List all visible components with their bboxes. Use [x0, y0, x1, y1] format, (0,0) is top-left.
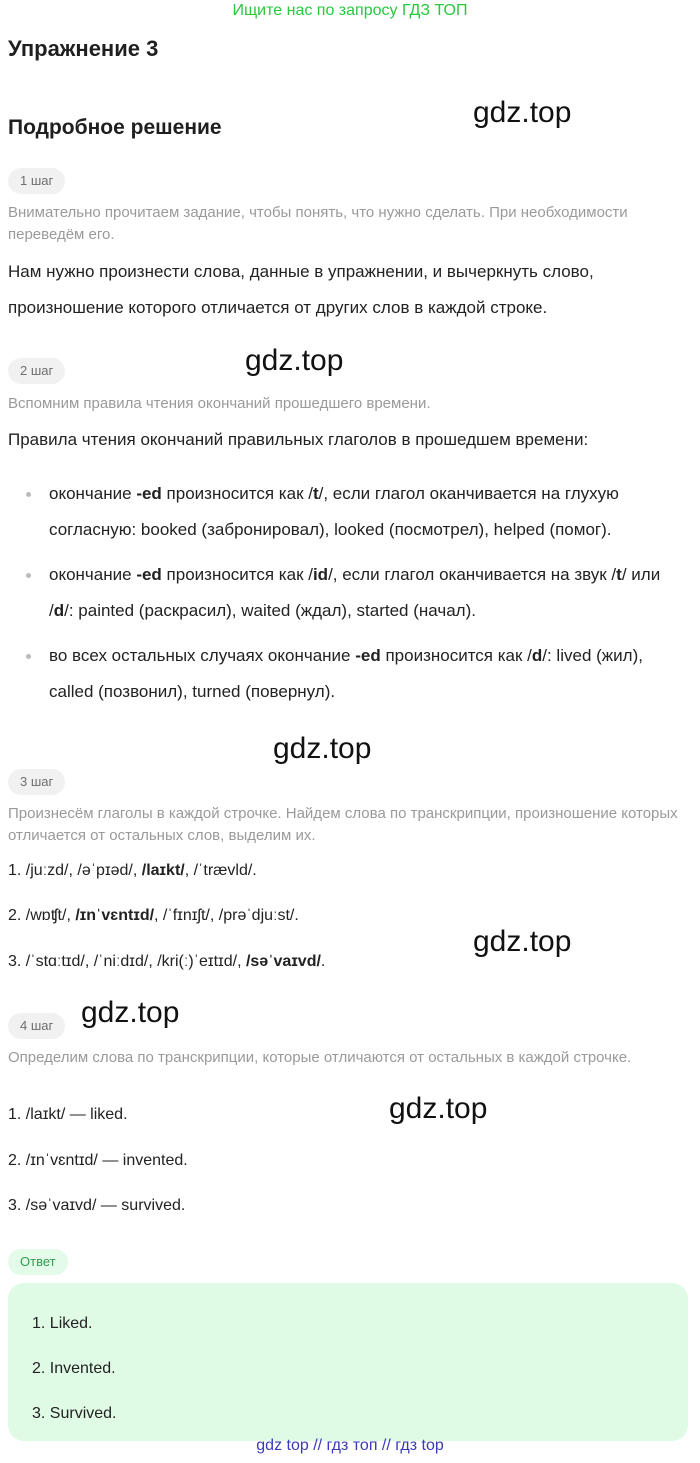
bullet-dot — [26, 573, 31, 578]
result-line-1: 1. /laɪkt/ — liked. — [8, 1106, 128, 1123]
step-1-text: Нам нужно произнести слова, данные в упражнении, и вычеркнуть слово, произношение которого отличается от других слов в каждой строке. — [8, 262, 594, 317]
rule-bullet-id: окончание -ed произносится как /id/, если глагол оканчивается на звук /t/ или /d/: painted (раскрасил), waited (ждал), started (начал). — [49, 565, 661, 620]
step-2-text: Правила чтения окончаний правильных глаголов в прошедшем времени: — [8, 430, 589, 449]
section-title: Подробное решение — [8, 116, 222, 139]
bullet-dot — [26, 492, 31, 497]
top-banner: Ищите нас по запросу ГДЗ ТОП — [232, 2, 468, 19]
step-4-hint: Определим слова по транскрипции, которые отличаются от остальных в каждой строчке. — [8, 1049, 632, 1066]
watermark: gdz.top — [389, 1092, 488, 1125]
step-3-badge: 3 шаг — [8, 769, 65, 795]
result-line-2: 2. /ɪnˈvɛntɪd/ — invented. — [8, 1152, 188, 1169]
answer-item-1: 1. Liked. — [32, 1315, 93, 1332]
result-line-3: 3. /səˈvaɪvd/ — survived. — [8, 1197, 186, 1214]
transcription-line-3: 3. /ˈstɑːtɪd/, /ˈniːdɪd/, /kri(ː)ˈeɪtɪd/, /səˈvaɪvd/. — [8, 953, 326, 970]
rule-bullet-t: окончание -ed произносится как /t/, если глагол оканчивается на глухую согласную: booked (забронировал), looked (посмотрел), helped (помог). — [49, 484, 619, 539]
answer-item-3: 3. Survived. — [32, 1405, 117, 1422]
step-3-hint: Произнесём глаголы в каждой строчке. Найдем слова по транскрипции, произношение которых отличается от остальных слов, выделим их. — [8, 805, 678, 844]
step-2-badge: 2 шаг — [8, 358, 65, 384]
step-4-badge: 4 шаг — [8, 1013, 65, 1039]
footer-links: gdz top // гдз топ // гдз top — [256, 1437, 444, 1454]
transcription-line-1: 1. /juːzd/, /əˈpɪəd/, /laɪkt/, /ˈtrævld/. — [8, 862, 257, 879]
bullet-dot — [26, 654, 31, 659]
answer-item-2: 2. Invented. — [32, 1360, 116, 1377]
rule-bullet-d: во всех остальных случаях окончание -ed произносится как /d/: lived (жил), called (позвонил), turned (повернул). — [49, 646, 643, 701]
watermark: gdz.top — [81, 996, 180, 1029]
watermark: gdz.top — [473, 96, 572, 129]
step-1-hint: Внимательно прочитаем задание, чтобы понять, что нужно сделать. При необходимости переведём его. — [8, 204, 628, 243]
transcription-line-2: 2. /wɒʧt/, /ɪnˈvɛntɪd/, /ˈfɪnɪʃt/, /prəˈdjuːst/. — [8, 907, 299, 924]
watermark: gdz.top — [245, 344, 344, 377]
page-title: Упражнение 3 — [8, 36, 159, 61]
step-1-badge: 1 шаг — [8, 168, 65, 194]
answer-badge: Ответ — [8, 1249, 68, 1275]
watermark: gdz.top — [473, 925, 572, 958]
watermark: gdz.top — [273, 732, 372, 765]
step-2-hint: Вспомним правила чтения окончаний прошедшего времени. — [8, 395, 431, 412]
